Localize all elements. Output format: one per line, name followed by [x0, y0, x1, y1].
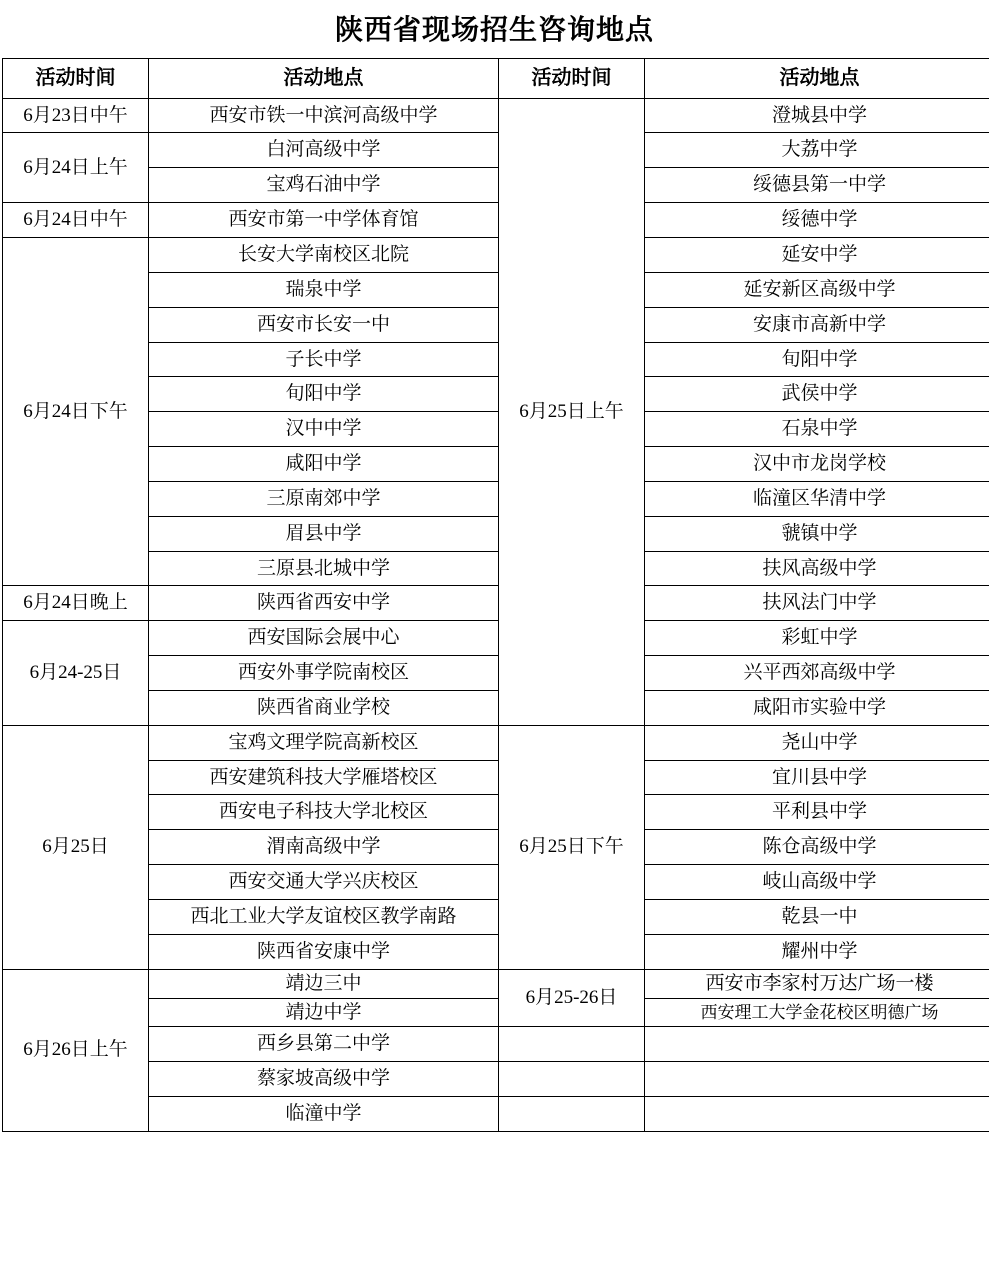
place-cell-left: 三原南郊中学: [149, 481, 499, 516]
place-cell-left: 西安外事学院南校区: [149, 656, 499, 691]
place-cell-right: 虢镇中学: [645, 516, 989, 551]
table-row: [3, 516, 989, 551]
table-row: [3, 1097, 989, 1132]
table-row: [3, 133, 989, 168]
place-cell-right: 咸阳市实验中学: [645, 690, 989, 725]
place-cell-right: 兴平西郊高级中学: [645, 656, 989, 691]
place-cell-right: 临潼区华清中学: [645, 481, 989, 516]
place-cell-right: 澄城县中学: [645, 98, 989, 133]
table-row: [3, 969, 989, 998]
place-cell-right: 扶风法门中学: [645, 586, 989, 621]
time-cell-left: 6月24-25日: [3, 621, 149, 726]
table-row: [3, 203, 989, 238]
place-cell-left: 子长中学: [149, 342, 499, 377]
place-cell-right: 武侯中学: [645, 377, 989, 412]
header-time-right: 活动时间: [499, 58, 645, 98]
table-row: [3, 377, 989, 412]
header-place-left: 活动地点: [149, 58, 499, 98]
table-row: [3, 1027, 989, 1062]
time-cell-right: 6月25日下午: [499, 725, 645, 969]
place-cell-left: 西安市第一中学体育馆: [149, 203, 499, 238]
table-row: [3, 998, 989, 1027]
place-cell-left: 西安国际会展中心: [149, 621, 499, 656]
place-cell-left: 陕西省安康中学: [149, 934, 499, 969]
place-cell-right: 大荔中学: [645, 133, 989, 168]
time-cell-left: 6月24日晚上: [3, 586, 149, 621]
empty-cell-right-place: [645, 1097, 989, 1132]
table-header-row: [3, 58, 989, 98]
place-cell-right: 尧山中学: [645, 725, 989, 760]
empty-cell-right-place: [645, 1027, 989, 1062]
place-cell-left: 三原县北城中学: [149, 551, 499, 586]
table-row: [3, 830, 989, 865]
place-cell-left: 汉中中学: [149, 412, 499, 447]
place-cell-right: 乾县一中: [645, 900, 989, 935]
table-row: [3, 656, 989, 691]
table-header: [3, 58, 989, 98]
table-row: [3, 447, 989, 482]
place-cell-right: 陈仓高级中学: [645, 830, 989, 865]
place-cell-left: 眉县中学: [149, 516, 499, 551]
table-row: [3, 934, 989, 969]
place-cell-right: 汉中市龙岗学校: [645, 447, 989, 482]
place-cell-right: 岐山高级中学: [645, 865, 989, 900]
header-time-left: 活动时间: [3, 58, 149, 98]
empty-cell-right-place: [645, 1062, 989, 1097]
place-cell-left: 靖边中学: [149, 998, 499, 1027]
place-cell-left: 西安交通大学兴庆校区: [149, 865, 499, 900]
place-cell-left: 宝鸡石油中学: [149, 168, 499, 203]
time-cell-left: 6月26日上午: [3, 969, 149, 1131]
table-row: [3, 586, 989, 621]
time-cell-left: 6月24日下午: [3, 237, 149, 585]
empty-cell-right-time: [499, 1097, 645, 1132]
table-row: [3, 342, 989, 377]
place-cell-left: 旬阳中学: [149, 377, 499, 412]
header-place-right: 活动地点: [645, 58, 989, 98]
place-cell-right: 扶风高级中学: [645, 551, 989, 586]
table-row: [3, 725, 989, 760]
table-row: [3, 621, 989, 656]
place-cell-right: 石泉中学: [645, 412, 989, 447]
place-cell-left: 咸阳中学: [149, 447, 499, 482]
table-body: [3, 98, 989, 1131]
place-cell-left: 渭南高级中学: [149, 830, 499, 865]
place-cell-left: 西安市铁一中滨河高级中学: [149, 98, 499, 133]
time-cell-left: 6月23日中午: [3, 98, 149, 133]
place-cell-right: 宜川县中学: [645, 760, 989, 795]
place-cell-right: 延安新区高级中学: [645, 272, 989, 307]
time-cell-right: 6月25日上午: [499, 98, 645, 725]
place-cell-left: 西安市长安一中: [149, 307, 499, 342]
time-cell-left: 6月24日上午: [3, 133, 149, 203]
table-row: [3, 690, 989, 725]
place-cell-right: 绥德中学: [645, 203, 989, 238]
time-cell-left: 6月25日: [3, 725, 149, 969]
table-row: [3, 98, 989, 133]
page-title: 陕西省现场招生咨询地点: [334, 15, 654, 46]
time-cell-right: 6月25-26日: [499, 969, 645, 1027]
place-cell-right: 绥德县第一中学: [645, 168, 989, 203]
table-row: [3, 900, 989, 935]
table-row: [3, 307, 989, 342]
table-row: [3, 272, 989, 307]
place-cell-left: 西安建筑科技大学雁塔校区: [149, 760, 499, 795]
place-cell-right: 西安市李家村万达广场一楼: [645, 969, 989, 998]
place-cell-left: 长安大学南校区北院: [149, 237, 499, 272]
table-row: [3, 481, 989, 516]
place-cell-left: 陕西省西安中学: [149, 586, 499, 621]
place-cell-right: 旬阳中学: [645, 342, 989, 377]
place-cell-right: 彩虹中学: [645, 621, 989, 656]
place-cell-left: 白河高级中学: [149, 133, 499, 168]
table-row: [3, 760, 989, 795]
table-row: [3, 551, 989, 586]
table-row: [3, 865, 989, 900]
place-cell-left: 瑞泉中学: [149, 272, 499, 307]
place-cell-left: 陕西省商业学校: [149, 690, 499, 725]
place-cell-right: 延安中学: [645, 237, 989, 272]
place-cell-right: 西安理工大学金花校区明德广场: [645, 998, 989, 1027]
table-row: [3, 795, 989, 830]
place-cell-right: 平利县中学: [645, 795, 989, 830]
place-cell-left: 蔡家坡高级中学: [149, 1062, 499, 1097]
place-cell-left: 西安电子科技大学北校区: [149, 795, 499, 830]
place-cell-left: 西乡县第二中学: [149, 1027, 499, 1062]
table-row: [3, 1062, 989, 1097]
empty-cell-right-time: [499, 1027, 645, 1062]
table-row: [3, 168, 989, 203]
table-row: [3, 412, 989, 447]
place-cell-left: 临潼中学: [149, 1097, 499, 1132]
place-cell-right: 安康市高新中学: [645, 307, 989, 342]
empty-cell-right-time: [499, 1062, 645, 1097]
place-cell-left: 西北工业大学友谊校区教学南路: [149, 900, 499, 935]
place-cell-right: 耀州中学: [645, 934, 989, 969]
schedule-table: [2, 58, 989, 1132]
place-cell-left: 宝鸡文理学院高新校区: [149, 725, 499, 760]
place-cell-left: 靖边三中: [149, 969, 499, 998]
table-row: [3, 237, 989, 272]
time-cell-left: 6月24日中午: [3, 203, 149, 238]
